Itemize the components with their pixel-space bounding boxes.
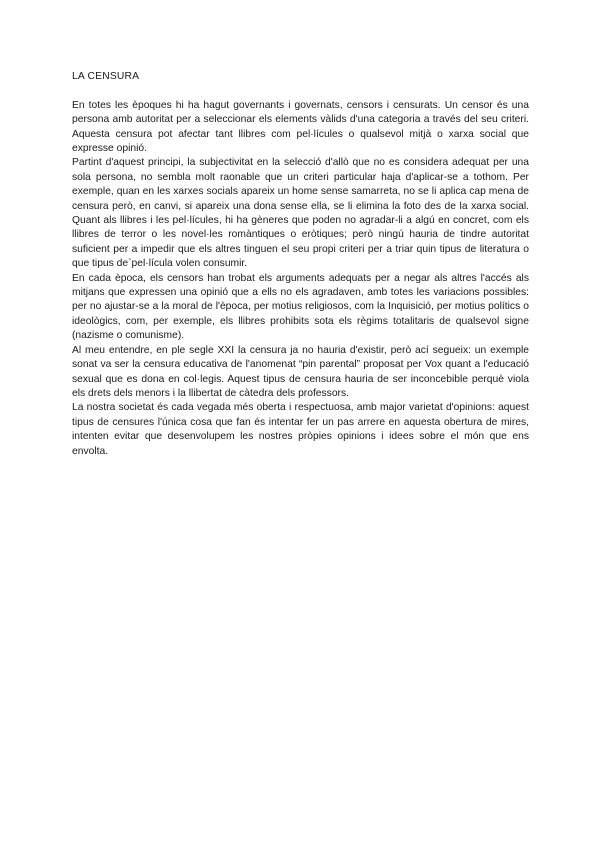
document-title: LA CENSURA — [72, 71, 140, 82]
paragraph-conclusion: La nostra societat és cada vegada més oberta i respectuosa, amb major varietat d'opinions: aquest tipus de censures l'única cosa que fan és intentar fer un pas arrere en aquesta obertura de mires, intenten evitar que desenvolupem les nostres pròpies opinions i idees sobre el món que ens envolta. — [72, 402, 529, 457]
paragraph-intro: En totes les èpoques hi ha hagut governants i governats, censors i censurats. Un censor és una persona amb autoritat per a seleccionar els elements vàlids d'una categoria a través del seu criteri. Aquesta censura pot afectar tant llibres com pel·lícules o qualsevol mitjà o xarxa social que expresse opinió. — [72, 99, 529, 155]
paragraph-history: En cada època, els censors han trobat els arguments adequats per a negar als altres l'accés als mitjans que expressen una opinió que a ells no els agradaven, amb totes les variacions possibles: per no ajustar-se a la moral de l'època, per motius religiosos, com la Inquisició, per motius polítics o ideològics, com, per exemple, els llibres prohibits sota els règims totalitaris de qualsevol signe (nazisme o comunisme). — [72, 272, 529, 342]
paragraph-opinion: Al meu entendre, en ple segle XXI la censura ja no hauria d'existir, però ací segueix: un exemple sonat va ser la censura educativa de l'anomenat “pin parental” proposat per Vox quant a l'educació sexual que es dona en col·legis. Aquest tipus de censura hauria de ser inconcebible perquè viola els drets dels menors i la llibertat de càtedra dels professors. — [72, 344, 529, 399]
paragraph-subjectivity: Partint d'aquest principi, la subjectivitat en la selecció d'allò que no es considera adequat per una sola persona, no sembla molt raonable que un criteri particular haja d'aplicar-se a tothom. Per exemple, quan en les xarxes socials apareix un home sense samarreta, no se li aplica cap mena de censura però, en canvi, si apareix una dona sense ella, se li elimina la foto des de la xarxa social. Quant als llibres i les pel·lícules, hi ha gèneres que poden no agradar-li a algú en concret, com els llibres de terror o les novel·les romàntiques o eròtiques; però ningú hauria de tindre autoritat suficient per a impedir que els altres tinguen el seu propi criteri per a triar quin tipus de literatura o que tipus de`pel·lícula volen consumir. — [72, 157, 529, 270]
document-body — [72, 70, 529, 459]
